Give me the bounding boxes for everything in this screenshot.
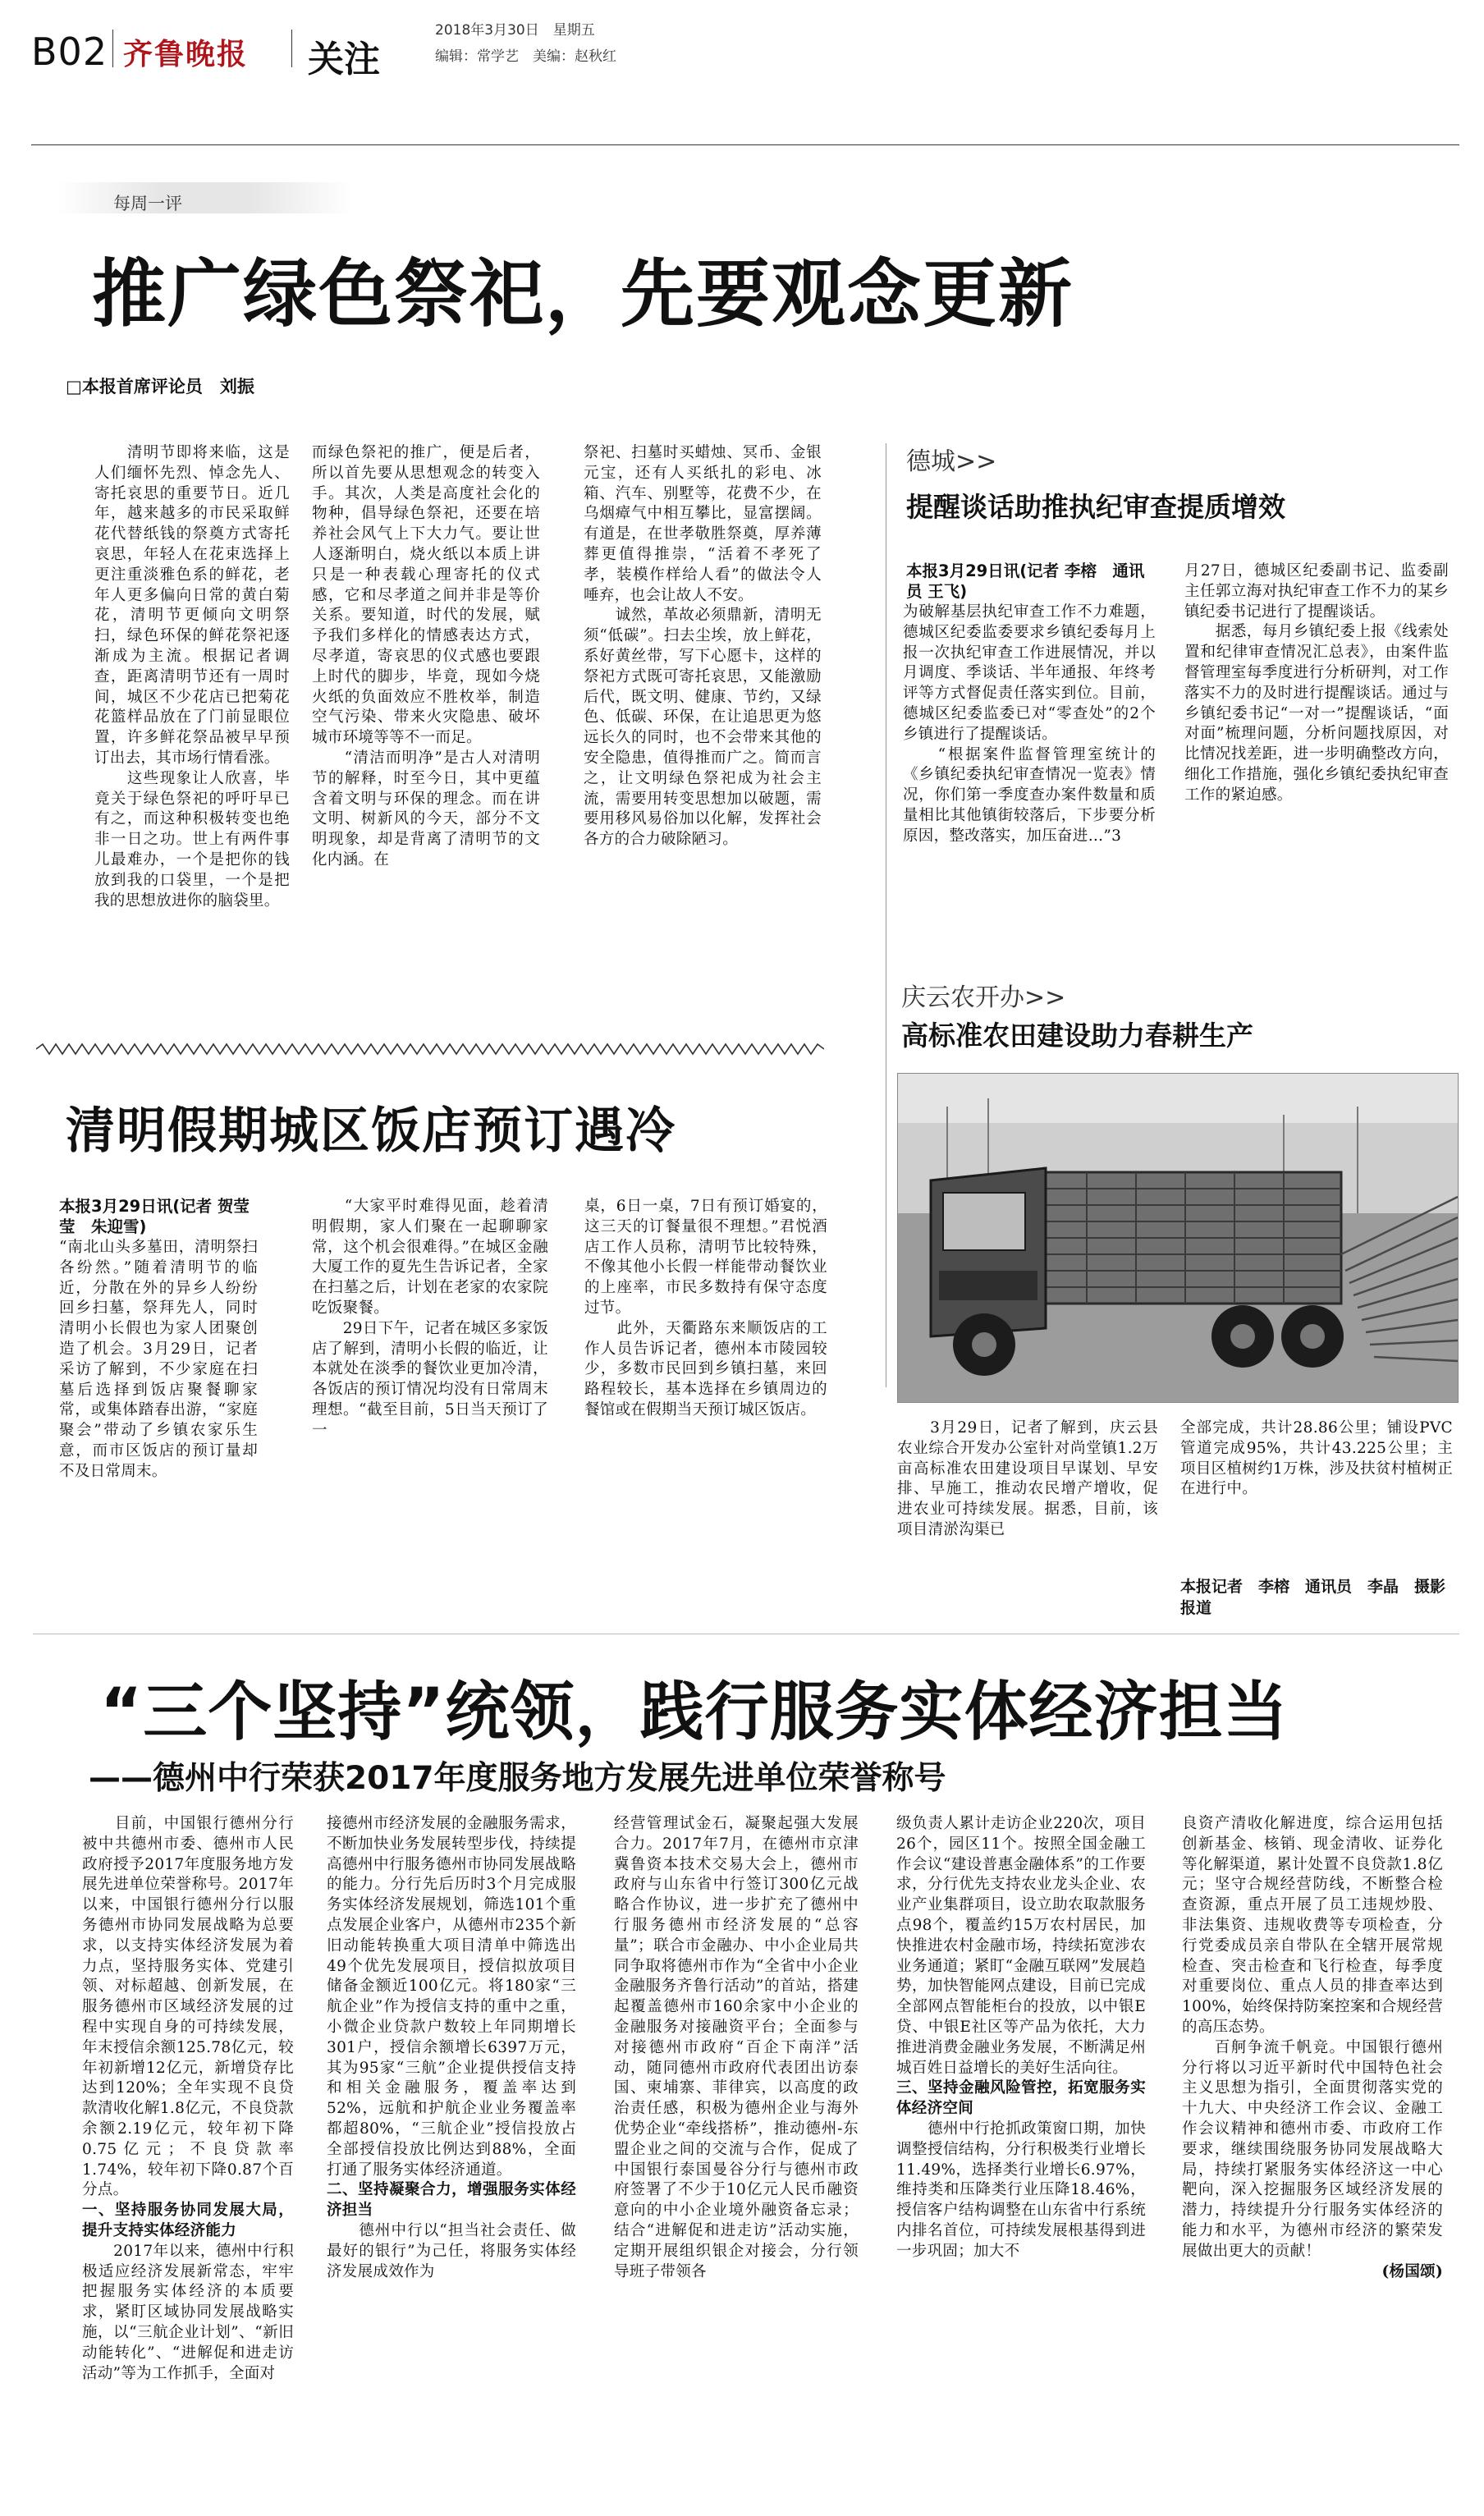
- dezhou-column-2: 月27日，德城区纪委副书记、监委副主任郭立海对执纪审查工作不力的某乡镇纪委书记进行了提醒谈话。 据悉，每月乡镇纪委上报《线索处置和纪律审查情况汇总表》，由案件监督管理室每季度进行分析研判，对工作落实不力的及时进行提醒谈话。通过与乡镇纪委书记“一对一”提醒谈话，“面对面”梳理问题，分析问题找原因，对比情况找差距，进一步明确整改方向，细化工作措施，强化乡镇纪委执纪审查工作的紧迫感。: [1184, 562, 1449, 804]
- boc-section-1-title: 一、坚持服务协同发展大局，提升支持实体经济能力: [82, 2202, 294, 2239]
- commentary-headline: 推广绿色祭祀，先要观念更新: [92, 251, 1074, 337]
- dezhou-location-tag: 德城>>: [906, 447, 997, 476]
- boc-column-4: [896, 1814, 1146, 2487]
- boc-headline: “三个坚持”统领，践行服务实体经济担当: [100, 1675, 1289, 1749]
- newspaper-logo: 齐鲁晚报: [123, 37, 249, 71]
- boc-column-4-body: 级负责人累计走访企业220次，项目26个，园区11个。按照全国金融工作会议“建设普惠金融体系”的工作要求，分行优先支持农业龙头企业、农业产业集群项目，设立助农取款服务点98个，覆盖约15万农村居民，加快推进农村金融市场，持续拓宽涉农业务通道；紧盯“金融互联网”发展趋势，加快智能网点建设，目前已完成全部网点智能柜台的投放，以中银E贷、中银E社区等产品为依托，大力推进消费金融业务发展，不断满足州城百姓日益增长的美好生活向往。: [896, 1815, 1146, 2077]
- qingyun-column-2: 全部完成，共计28.86公里；铺设PVC管道完成95%，共计43.225公里；主项目区植树约1万株，涉及扶贫村植树正在进行中。: [1180, 1419, 1453, 1498]
- qingyun-column-1: 3月29日，记者了解到，庆云县农业综合开发办公室针对尚堂镇1.2万亩高标准农田建设项目早谋划、早安排、早施工，推动农民增产增收，促进农业可持续发展。据悉，目前，该项目清淤沟渠已: [897, 1419, 1158, 1538]
- boc-column-5-credit: (杨国颂): [1381, 2262, 1443, 2280]
- boc-column-2: [327, 1814, 576, 2487]
- section-title: 关注: [308, 39, 380, 80]
- qingyun-location-tag: 庆云农开办>>: [901, 983, 1066, 1012]
- boc-column-1: [82, 1814, 294, 2487]
- editor-credits: 编辑：常学艺 美编：赵秋红: [435, 48, 616, 65]
- holiday-column-1: “南北山头多墓田，清明祭扫各纷然。”随着清明节的临近，分散在外的异乡人纷纷回乡扫墓，祭拜先人，同时清明小长假也为家人团聚创造了机会。3月29日，记者采访了解到，不少家庭在扫墓后选择到饭店聚餐聊家常，或集体踏春出游，“家庭聚会”带动了乡镇农家乐生意，而市区饭店的预订量却不及日常周末。: [59, 1239, 258, 1480]
- masthead-rule: [31, 144, 1459, 145]
- boc-section-2-title: 二、坚持凝聚合力，增强服务实体经济担当: [327, 2181, 576, 2220]
- qingyun-headline: 高标准农田建设助力春耕生产: [901, 1020, 1253, 1052]
- holiday-column-2: “大家平时难得见面，趁着清明假期，家人们聚在一起聊聊家常，这个机会很难得。”在城区金融大厦工作的夏先生告诉记者，全家在扫墓之后，计划在老家的农家院吃饭聚餐。 29日下午，记者在城区多家饭店了解到，清明小长假的临近，让本就处在淡季的餐饮业更加冷清，各饭店的预订情况均没有日常周末理想。“截至目前，5日当天预订了一: [312, 1198, 548, 1439]
- masthead-divider: [291, 30, 292, 67]
- boc-column-2-body: 接德州市经济发展的金融服务需求，不断加快业务发展转型步伐，持续提高德州中行服务德州市协同发展战略的能力。分行先后历时3个月完成服务实体经济发展规划，筛选101个重点发展企业客户，从德州市235个新旧动能转换重大项目清单中筛选出49个优先发展项目，授信拟放项目储备金额近100亿元。将180家“三航企业”作为授信支持的重中之重，小微企业贷款户数较上年同期增长301户，授信余额增长6397万元，其为95家“三航”企业提供授信支持和相关金融服务，覆盖率达到52%，远航和护航企业业务覆盖率都超80%，“三航企业”授信投放占全部授信投放比例达到88%，全面打通了服务实体经济通道。: [327, 1815, 576, 2179]
- truck-photo-illustration: [898, 1074, 1458, 1402]
- issue-date: 2018年3月30日 星期五: [435, 22, 595, 39]
- boc-column-1-body: 目前，中国银行德州分行被中共德州市委、德州市人民政府授予2017年度服务地方发展先进单位荣誉称号。2017年以来，中国银行德州分行以服务德州市协同发展战略为总要求，以支持实体经济发展为着力点，坚持服务实体、党建引领、对标超越、创新发展，在服务德州市区域经济发展的过程中实现自身的可持续发展，年末授信余额125.78亿元，较年初新增12亿元，新增贷存比达到120%；全年实现不良贷款清收化解1.8亿元，不良贷款余额2.19亿元，较年初下降0.75亿元；不良贷款率1.74%，较年初下降0.87个百分点。: [82, 1815, 294, 2199]
- boc-section-3-title: 三、坚持金融风险管控，拓宽服务实体经济空间: [896, 2079, 1146, 2118]
- holiday-column-3: 桌，6日一桌，7日有预订婚宴的，这三天的订餐量很不理想。”君悦酒店工作人员称，清明节比较特殊，不像其他小长假一样能带动餐饮业的上座率，市民多数持有保守态度过节。 此外，天衢路东来顺饭店的工作人员告诉记者，德州本市陵园较少，多数市民回到乡镇扫墓，来回路程较长，基本选择在乡镇周边的餐馆或在假期当天预订城区饭店。: [584, 1198, 827, 1418]
- boc-column-1-tail: 2017年以来，德州中行积极适应经济发展新常态，牢牢把握服务实体经济的本质要求，紧盯区域协同发展战略实施，以“三航企业计划”、“新旧动能转化”、“进解促和进走访活动”等为工作抓手，全面对: [82, 2242, 294, 2382]
- boc-column-4-tail: 德州中行抢抓政策窗口期，加快调整授信结构，分行积极类行业增长11.49%，选择类行业增长6.97%，维持类和压降类行业压降18.46%，授信客户结构调整在山东省中行系统内排名首位，可持续发展根基得到进一步巩固；加大不: [896, 2120, 1146, 2260]
- commentary-column-2: 而绿色祭祀的推广，便是后者，所以首先要从思想观念的转变入手。其次，人类是高度社会化的物种，倡导绿色祭祀，还要在培养社会风气上下大力气。要让世人逐渐明白，烧火纸以本质上讲只是一种表载心理寄托的仪式感，它和尽孝道之间并非是等价关系。要知道，时代的发展，赋予我们多样化的情感表达方式，尽孝道，寄哀思的仪式感也要跟上时代的脚步，毕竟，现如今烧火纸的负面效应不胜枚举，制造空气污染、带来火灾隐患、破坏城市环境等等不一而足。 “清洁而明净”是古人对清明节的解释，时至今日，其中更蕴含着文明与环保的理念。而在讲文明、树新风的今天，部分不文明现象，却是背离了清明节的文化内涵。在: [312, 444, 540, 868]
- boc-column-5-body: 良资产清收化解进度，综合运用包括创新基金、核销、现金清收、证券化等化解渠道，累计处置不良贷款1.8亿元；坚守合规经营防线，不断整合检查资源，重点开展了员工违规炒股、非法集资、违规收费等专项检查，分行党委成员亲自带队在全辖开展常规检查、突击检查和飞行检查，每季度对重要岗位、重点人员的排查率达到100%，始终保持防案控案和合规经营的高压态势。 百舸争流千帆竞。中国银行德州分行将以习近平新时代中国特色社会主义思想为指引，全面贯彻落实党的十九大、中央经济工作会议、金融工作会议精神和德州市委、市政府工作要求，继续围绕服务协同发展战略大局，持续打紧服务实体经济这一中心靶向，深入挖掘服务区域经济发展的潜力，持续提升分行服务实体经济的能力和水平，为德州市经济的繁荣发展做出更大的贡献！: [1182, 1815, 1443, 2260]
- dezhou-lead: 本报3月29日讯(记者 李榕 通讯员 王飞): [906, 561, 1145, 601]
- boc-column-2-tail: 德州中行以“担当社会责任、做最好的银行”为己任，将服务实体经济发展成效作为: [327, 2221, 576, 2280]
- commentary-byline: □ 本报首席评论员 刘振: [66, 374, 254, 398]
- boc-subheadline: ——德州中行荣获2017年度服务地方发展先进单位荣誉称号: [89, 1760, 946, 1797]
- page-number: B02: [31, 30, 108, 74]
- photo-credit: 本报记者 李榕 通讯员 李晶 摄影报道: [1180, 1578, 1446, 1617]
- holiday-headline: 清明假期城区饭店预订遇冷: [66, 1102, 676, 1160]
- column-label-band: [57, 182, 353, 213]
- farmland-truck-photo: [897, 1073, 1459, 1403]
- column-label: 每周一评: [113, 194, 182, 213]
- boc-column-5: [1182, 1814, 1443, 2495]
- dezhou-column-1: 为破解基层执纪审查工作不力难题，德城区纪委监委要求乡镇纪委每月上报一次执纪审查工作进展情况，并以月调度、季谈话、半年通报、年终考评等方式督促责任落实到位。目前，德城区纪委监委已对“零查处”的2个乡镇进行了提醒谈话。 “根据案件监督管理室统计的《乡镇纪委执纪审查情况一览表》情况，你们第一季度查办案件数量和质量相比其他镇街较落后，下步要分析原因，整改落实，加压奋进…”3: [903, 603, 1156, 845]
- masthead-divider: [112, 30, 113, 67]
- commentary-column-1: 清明节即将来临，这是人们缅怀先烈、悼念先人、寄托哀思的重要节日。近几年，越来越多的市民采取鲜花代替纸钱的祭奠方式寄托哀思，年轻人在花束选择上更注重淡雅色系的鲜花，老年人更多偏向日常的黄白菊花，清明节更倾向文明祭扫，绿色环保的鲜花祭祀逐渐成为主流。根据记者调查，距离清明节还有一周时间，城区不少花店已把菊花花篮样品放在了门前显眼位置，许多鲜花祭品被早早预订出去，其市场行情看涨。 这些现象让人欣喜，毕竟关于绿色祭祀的呼吁早已有之，而这种积极转变也绝非一日之功。世上有两件事儿最难办，一个是把你的钱放到我的口袋里，一个是把我的思想放进你的脑袋里。: [94, 444, 290, 910]
- holiday-lead: 本报3月29日讯(记者 贺莹莹 朱迎雪): [59, 1197, 250, 1236]
- boc-column-3: 经营管理试金石，凝聚起强大发展合力。2017年7月，在德州市京津冀鲁资本技术交易大会上，德州市政府与山东省中行签订300亿元战略合作协议，进一步扩充了德州中行服务德州市经济发展的“总容量”；联合市金融办、中小企业局共同争取将德州市作为“全省中小企业金融服务齐鲁行活动”的首站，搭建起覆盖德州市160余家中小企业的金融服务对接融资平台；全面参与对接德州市政府“百企下南洋”活动，随同德州市政府代表团出访泰国、柬埔寨、菲律宾，以高度的政治责任感，积极为德州企业与海外优势企业“牵线搭桥”，推动德州-东盟企业之间的交流与合作，促成了中国银行泰国曼谷分行与德州市政府签署了不少于10亿元人民币融资意向的中小企业境外融资备忘录；结合“进解促和进走访”活动实施，定期开展组织银企对接会，分行领导班子带领各: [614, 1815, 859, 2280]
- dezhou-headline: 提醒谈话助推执纪审查提质增效: [906, 491, 1285, 523]
- section-divider-zigzag: [36, 1043, 824, 1056]
- commentary-column-3: 祭祀、扫墓时买蜡烛、冥币、金银元宝，还有人买纸扎的彩电、冰箱、汽车、别墅等，花费不少，在乌烟瘴气中相互攀比，显富摆阔。有道是，在世孝敬胜祭奠，厚养薄葬更值得推崇，“活着不孝死了孝，装模作样给人看”的做法令人唾弃，也会让故人不安。 诚然，革故必须鼎新，清明无须“低碳”。扫去尘埃，放上鲜花，系好黄丝带，写下心愿卡，这样的祭祀方式既可寄托哀思，又能激励后代，既文明、健康、节约，又绿色、低碳、环保，在让追思更为悠远长久的同时，也不会带来其他的安全隐患，值得推而广之。简而言之，让文明绿色祭祀成为社会主流，需要用转变思想加以破题，需要用移风易俗加以化解，发挥社会各方的合力破除陋习。: [584, 444, 822, 849]
